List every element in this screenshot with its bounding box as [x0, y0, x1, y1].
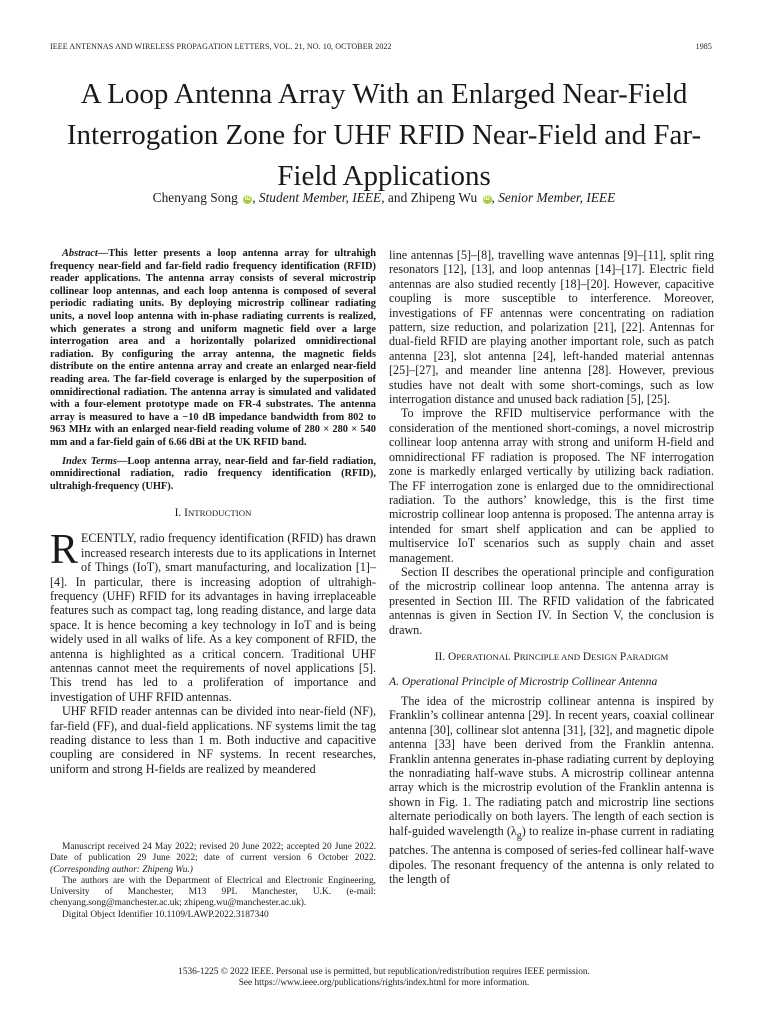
- index-terms: [50, 456, 376, 494]
- intro-paragraph: RECENTLY, radio frequency identification (RFID) has drawn increased research interests due to its applications in Internet of Things (IoT), smart manufacturing, and localization [1]–[4]. In particular, there is increasing adoption of ultrahigh-frequency (UHF) RFID for its advantages in having irreplaceable features such as compact tag, long reading distance, and large data space. It is hence becoming a key technology in IoT and is being widely used in all walks of life. As a key component of RFID, the antenna is highlighted as a critical concern. Traditional UHF antennas cannot meet the requirements of novel applications [5]. This trend has led to a proliferation of importance and investigation of UHF RFID antennas.: [50, 527, 376, 704]
- abstract: [50, 248, 376, 450]
- copyright-footer: [40, 967, 728, 990]
- abstract-label: Abstract: [62, 248, 98, 259]
- author-name: Zhipeng Wu: [410, 190, 478, 205]
- abstract-text: —This letter presents a loop antenna array for ultrahigh frequency near-field and far-field radio frequency identification (RFID) reader applications. The antenna array consists of several microstrip collinear loop antennas, and each loop antenna is composed of several periodic radiating units. By deploying microstrip collinear radiating units, a novel loop antenna with in-phase radiating currents is realized, which generates a strong and uniform magnetic field over a large interrogation area and a horizontally polarized omnidirectional radiation. By configuring the array antenna, the magnetic fields distribute on the entire antenna array and create an enlarged near-field reading area. The far-field coverage is enlarged by the superposition of omnidirectional radiation. The antenna array is simulated and validated with a four-element prototype made on FR-4 substrates. The antenna array is measured to have a −10 dB impedance bandwidth from 802 to 963 MHz with an enlarged near-field reading volume of 280 × 280 × 540 mm and a far-field gain of 6.66 dBi at the UK RFID band.: [50, 248, 376, 448]
- section-heading: II. OPERATIONAL PRINCIPLE AND DESIGN PARADIGM: [434, 650, 669, 663]
- rights-url-line: See https://www.ieee.org/publications/rights/index.html for more information.: [238, 978, 530, 989]
- subsection-heading: A. Operational Principle of Microstrip Collinear Antenna: [389, 674, 658, 688]
- body-paragraph: Section II describes the operational principle and configuration of the microstrip collinear loop antenna. The antenna array is presented in Section III. The RFID validation of the fabricated antennas is given in Section IV. In Section V, the conclusion is drawn.: [389, 564, 714, 637]
- index-terms-text: —Loop antenna array, near-field and far-field radiation, omnidirectional radiation, radio frequency identification (RFID), ultrahigh-frequency (UHF).: [50, 455, 376, 492]
- body-paragraph: UHF RFID reader antennas can be divided into near-field (NF), far-field (FF), and dual-field applications. NF systems limit the tag reading distance to less than 1 m. Both inductive and capacitive coupling are considered in NF systems. In recent researches, uniform and strong H-fields are realized by meandered: [50, 704, 376, 776]
- journal-name: IEEE ANTENNAS AND WIRELESS PROPAGATION LETTERS, VOL. 21, NO. 10, OCTOBER 2022: [50, 42, 392, 51]
- right-column: [389, 248, 714, 887]
- orcid-icon[interactable]: iD: [244, 196, 251, 202]
- running-header: [50, 42, 712, 54]
- footnote-manuscript: Manuscript received 24 May 2022; revised 20 June 2022; accepted 20 June 2022. Date of publication 29 June 2022; date of current version 6 October 2022. (Corresponding author: Zhipeng Wu.): [50, 842, 376, 875]
- footnotes: [50, 842, 376, 921]
- orcid-icon[interactable]: iD: [484, 196, 491, 202]
- footnote-doi: Digital Object Identifier 10.1109/LAWP.2022.3187340: [62, 909, 269, 920]
- body-paragraph: line antennas [5]–[8], travelling wave antennas [9]–[11], split ring resonators [12], [13], and loop antennas [14]–[17]. Electric field antennas are also studied recently [18]–[20]. However, capacitive coupling is more susceptible to interference. Moreover, investigations of FF antennas were concentrating on radiation pattern, size reduction, and polarization [21], [22]. Antennas for dual-field RFID are playing another important role, such as patch antenna [23], slot antenna [24], left-handed material antennas [25]–[27], and meander line antenna [28]. However, previous studies have not dealt with some short-comings, such as low interrogation distance and unused back radiation [5], [25].: [389, 248, 714, 407]
- author-affiliation-role: Senior Member, IEEE: [498, 190, 616, 205]
- body-paragraph: The idea of the microstrip collinear antenna is inspired by Franklin’s collinear antenna [29]. In recent years, coaxial collinear antenna [30], collinear slot antenna [31], [32], and magnetic dipole antenna [33] have been derived from the Franklin antenna. Franklin antenna generates in-phase radiating current by deploying the nonradiating half-wave stubs. A microstrip collinear antenna array which is the microstrip evolution of the Franklin antenna is shown in Fig. 1. The radiating patch and microstrip line sections alternate periodically on both layers. The length of each section is half-guided wavelength $(\lambda_g)$ to realize in-phase current in radiating patches. The antenna is composed of series-fed collinear half-wave dipoles. The resonant frequency of the antenna is only related to the length of: [389, 693, 714, 887]
- left-column: [50, 248, 376, 776]
- section-heading: I. INTRODUCTION: [174, 507, 252, 520]
- paper-title: A Loop Antenna Array With an Enlarged Near-Field Interrogation Zone for UHF RFID Near-Field and Far-Field Applications: [66, 78, 702, 192]
- page-number: 1985: [695, 42, 712, 51]
- author-conjunction: , and: [381, 190, 411, 205]
- index-terms-label: Index Terms: [62, 455, 117, 467]
- body-paragraph: To improve the RFID multiservice performance with the consideration of the mentioned short-comings, a novel microstrip collinear loop antenna array with strong and uniform H-field and omnidirectional FF radiation is proposed. The NF interrogation zone is markedly enlarged vertically by utilizing back radiation. The FF interrogation zone is enlarged due to the omnidirectional radiation. To the authors’ knowledge, this is the first time microstrip collinear loop antenna is proposed. The antenna array is intended for smart shelf application and can be applied to multiservice IoT scenarios such as supply chain and asset management.: [389, 406, 714, 565]
- drop-cap: R: [50, 527, 79, 574]
- author-name: Chenyang Song: [152, 190, 238, 205]
- author-affiliation-role: Student Member, IEEE: [258, 190, 382, 205]
- author-line: Chenyang Song iD , Student Member, IEEE, and Zhipeng Wu iD , Senior Member, IEEE: [152, 190, 616, 205]
- copyright-line: 1536-1225 © 2022 IEEE. Personal use is permitted, but republication/redistribution requires IEEE permission.: [178, 967, 590, 977]
- footnote-affiliation: The authors are with the Department of Electrical and Electronic Engineering, University of Manchester, M13 9PL Manchester, U.K. (e-mail: chenyang.song@manchester.ac.uk; zhipeng.wu@manchester.ac.uk).: [50, 875, 376, 909]
